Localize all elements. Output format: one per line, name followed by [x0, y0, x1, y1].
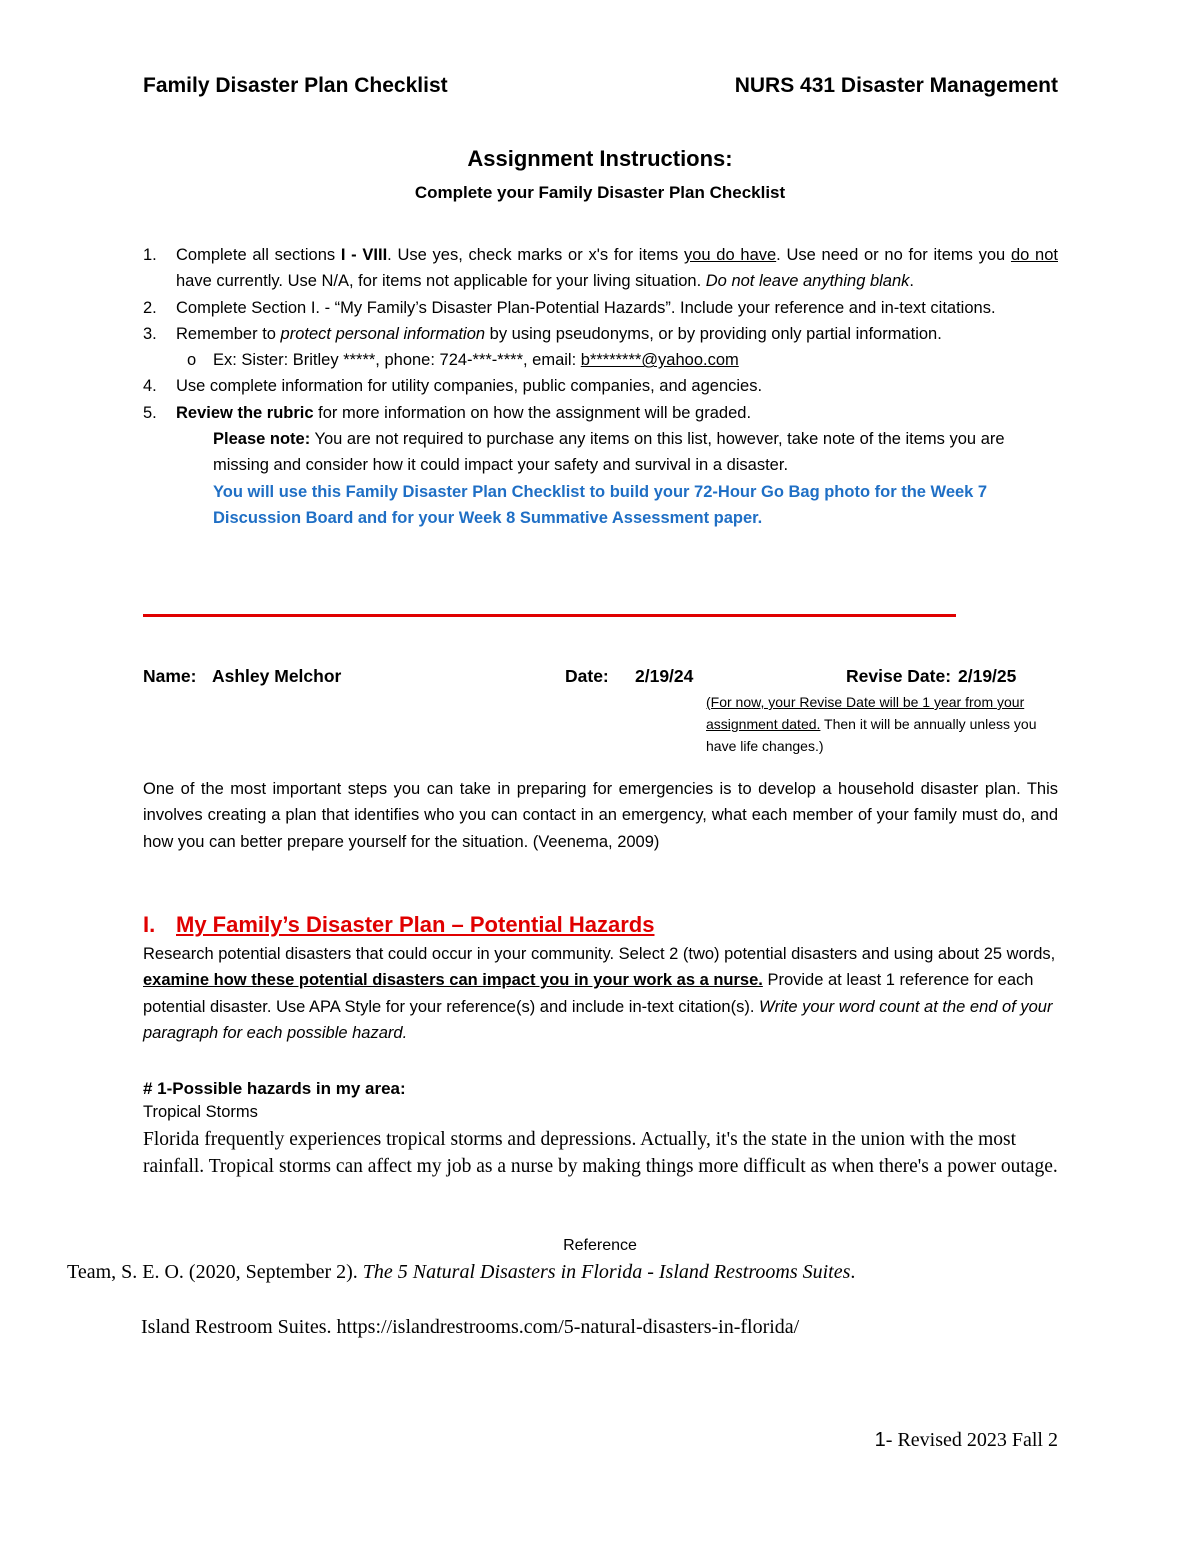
- reference-url: Island Restroom Suites. https://islandrestrooms.com/5-natural-disasters-in-florida/: [141, 1316, 800, 1338]
- list-number: 5.: [143, 403, 157, 422]
- instructions-list: [143, 242, 1058, 531]
- please-note: Please note: You are not required to purchase any items on this list, however, take note of the items you are missing and consider how it could impact your safety and survival in a disaster.: [213, 430, 1005, 475]
- section-heading: I. My Family’s Disaster Plan – Potential Hazards: [143, 912, 655, 937]
- list-item: 4. Use complete information for utility companies, public companies, and agencies.: [143, 373, 1058, 399]
- header-left-title: Family Disaster Plan Checklist: [143, 74, 448, 97]
- list-number: 4.: [143, 377, 157, 396]
- list-number: 3.: [143, 324, 157, 343]
- header-course-title: NURS 431 Disaster Management: [734, 74, 1058, 97]
- reference-entry: Team, S. E. O. (2020, September 2). The 5 Natural Disasters in Florida - Island Restrooms Suites.: [67, 1261, 856, 1283]
- page-subtitle: Complete your Family Disaster Plan Checklist: [414, 183, 786, 202]
- name-label: Name:: [143, 666, 197, 686]
- hazard-name: Tropical Storms: [143, 1103, 258, 1121]
- list-item: 2. Complete Section I. - “My Family’s Disaster Plan-Potential Hazards”. Include your reference and in-text citations.: [143, 295, 1058, 321]
- page-footer: 1- Revised 2023 Fall 2: [874, 1429, 1058, 1451]
- example-email-link[interactable]: b********@yahoo.com: [580, 351, 739, 370]
- list-number: 1.: [143, 246, 157, 264]
- section-instructions: Research potential disasters that could occur in your community. Select 2 (two) potential disasters and using about 25 words, examine how these potential disasters can impact you in your work as a nurse. Provide at least 1 reference for each potential disaster. Use APA Style for your reference(s) and include in-text citation(s). Write your word count at the end of your paragraph for each possible hazard.: [143, 945, 1056, 1042]
- list-item: 5. Review the rubric for more information on how the assignment will be graded.: [143, 400, 1058, 426]
- list-number: 2.: [143, 298, 157, 317]
- revise-date-label: Revise Date:: [846, 666, 952, 686]
- hazard-description: Florida frequently experiences tropical storms and depressions. Actually, it's the state in the union with the most rainfall. Tropical storms can affect my job as a nurse by making things more difficult as when there's a power outage.: [143, 1129, 1058, 1177]
- red-divider: [143, 614, 956, 617]
- page-title: Assignment Instructions:: [467, 146, 733, 171]
- reference-label: Reference: [563, 1237, 637, 1254]
- date-label: Date:: [565, 666, 609, 686]
- intro-paragraph: One of the most important steps you can take in preparing for emergencies is to develop a household disaster plan. This involves creating a plan that identifies who you can contact in an emergency, what each member of your family must do, and how you can better prepare yourself for the situation. (Veenema, 2009): [143, 780, 1058, 851]
- revise-date-value: 2/19/25: [958, 666, 1017, 686]
- list-item: 3. Remember to protect personal information by using pseudonyms, or by providing only partial information.: [143, 321, 1058, 347]
- name-value: Ashley Melchor: [212, 666, 342, 686]
- date-value: 2/19/24: [635, 666, 694, 686]
- go-bag-note: You will use this Family Disaster Plan Checklist to build your 72-Hour Go Bag photo for the Week 7 Discussion Board and for your Week 8 Summative Assessment paper.: [213, 482, 988, 527]
- hazard-heading: # 1-Possible hazards in my area:: [143, 1079, 406, 1098]
- revise-date-note: (For now, your Revise Date will be 1 year from your assignment dated. Then it will be annually unless you have life changes.): [706, 694, 1037, 754]
- list-subitem: o Ex: Sister: Britley *****, phone: 724-***-****, email: b********@yahoo.com: [143, 347, 1058, 373]
- bullet-icon: o: [187, 351, 197, 370]
- list-item: 1. Complete all sections I - VIII. Use yes, check marks or x's for items you do have. Use need or no for items you do not have currently. Use N/A, for items not applicable for your living situation. Do not leave anything blank.: [143, 242, 1058, 295]
